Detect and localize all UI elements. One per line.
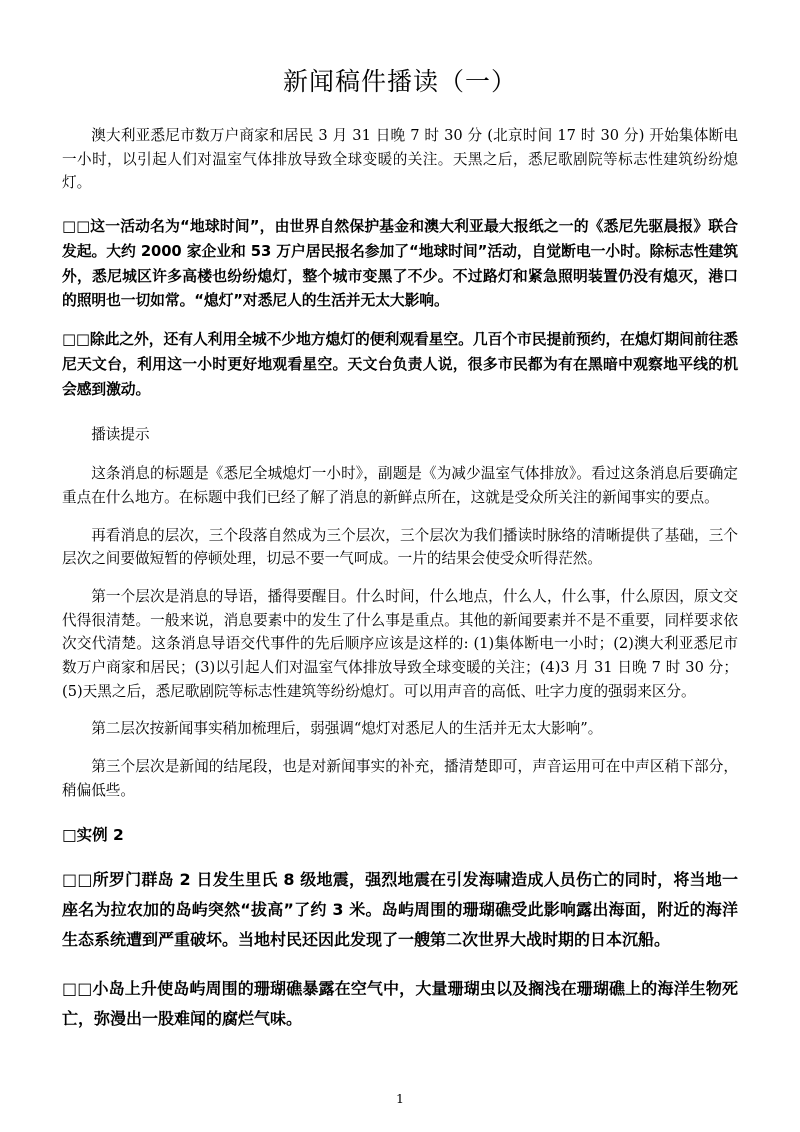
- page-number: 1: [396, 1091, 404, 1106]
- paragraph-analysis-4: 第二层次按新闻事实稍加梳理后，弱强调“熄灯对悉尼人的生活并无太大影响”。: [91, 720, 603, 738]
- paragraph-analysis-1: 这条消息的标题是《悉尼全城熄灯一小时》，副题是《为减少温室气体排放》。看过这条消息后要确定重点在什么地方。在标题中我们已经了解了消息的新鲜点所在，这就是受众所关注的新闻事实的要点。: [62, 465, 738, 507]
- paragraph-analysis-5: 第三个层次是新闻的结尾段，也是对新闻事实的补充，播清楚即可，声音运用可在中声区稍下部分，稍偏低些。: [62, 757, 738, 799]
- paragraph-body-bold-2: □□除此之外，还有人利用全城不少地方熄灯的便利观看星空。几百个市民提前预约，在熄灯期间前往悉尼天文台，利用这一小时更好地观看星空。天文台负责人说，很多市民都为有在黑暗中观察地平线的机会感到激动。: [62, 331, 738, 398]
- section-heading-example-2: □实例 2: [62, 826, 124, 845]
- paragraph-example-1: □□所罗门群岛 2 日发生里氏 8 级地震，强烈地震在引发海啸造成人员伤亡的同时，将当地一座名为拉农加的岛屿突然“拔高”了约 3 米。岛屿周围的珊瑚礁受此影响露出海面，附近的海洋生态系统遭到严重破坏。当地村民还因此发现了一艘第二次世界大战时期的日本沉船。: [62, 870, 738, 949]
- page-title: 新闻稿件播读（一）: [282, 67, 517, 96]
- paragraph-analysis-3: 第一个层次是消息的导语，播得要醒目。什么时间，什么地点，什么人，什么事，什么原因，原文交代得很清楚。一般来说，消息要素中的发生了什么事是重点。其他的新闻要素并不是不重要，同样要求依次交代清楚。这条消息导语交代事件的先后顺序应该是这样的: (1)集体断电一小时；(2)澳大利亚悉尼市数万户商家和居民；(3)以引起人们对温室气体排放导致全球变暖的关注；(4)3 月 31 日晚 7 时 30 分；(5)天黑之后，悉尼歌剧院等标志性建筑等纷纷熄灯。可以用声音的高低、吐字力度的强弱来区分。: [62, 588, 738, 700]
- paragraph-example-2: □□小岛上升使岛屿周围的珊瑚礁暴露在空气中，大量珊瑚虫以及搁浅在珊瑚礁上的海洋生物死亡，弥漫出一股难闻的腐烂气味。: [62, 979, 738, 1028]
- paragraph-body-bold-1: □□这一活动名为“地球时间”，由世界自然保护基金和澳大利亚最大报纸之一的《悉尼先驱晨报》联合发起。大约 2000 家企业和 53 万户居民报名参加了“地球时间”活动，自觉断电一小时。除标志性建筑外，悉尼城区许多高楼也纷纷熄灯，整个城市变黑了不少。不过路灯和紧急照明装置仍没有熄灭，港口的照明也一切如常。“熄灯”对悉尼人的生活并无太大影响。: [62, 217, 738, 310]
- paragraph-analysis-2: 再看消息的层次，三个段落自然成为三个层次，三个层次为我们播读时脉络的清晰提供了基础，三个层次之间要做短暂的停顿处理，切忌不要一气呵成。一片的结果会使受众听得茫然。: [62, 526, 738, 568]
- paragraph-lead: 澳大利亚悉尼市数万户商家和居民 3 月 31 日晚 7 时 30 分 (北京时间 17 时 30 分) 开始集体断电一小时，以引起人们对温室气体排放导致全球变暖的关注。天黑之后，悉尼歌剧院等标志性建筑纷纷熄灯。: [62, 127, 738, 192]
- broadcast-hint-label: 播读提示: [91, 425, 150, 443]
